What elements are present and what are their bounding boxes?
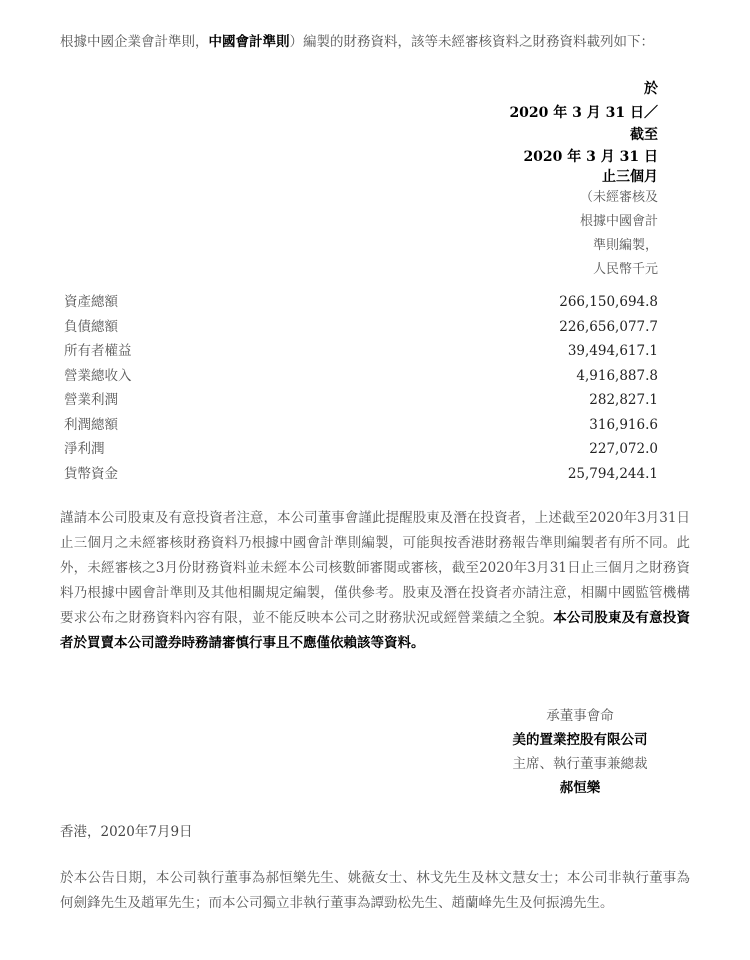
signatory-name: 郝恒樂 — [559, 780, 601, 796]
unit-line-2: 根據中國會計 — [579, 214, 658, 229]
row-label: 貨幣資金 — [64, 465, 118, 482]
unit-line-1: （未經審核及 — [579, 190, 658, 205]
row-label: 利潤總額 — [64, 416, 118, 433]
table-row — [64, 315, 658, 340]
intro-paragraph — [60, 30, 690, 55]
row-value: 4,916,887.8 — [576, 367, 658, 384]
row-label: 營業總收入 — [64, 367, 132, 384]
board-composition: 於本公告日期，本公司執行董事為郝恒樂先生、姚薇女士、林戈先生及林文慧女士；本公司非執行董事為何劍鋒先生及趙軍先生；而本公司獨立非執行董事為譚勁松先生、趙蘭峰先生及何振鴻先生。 — [60, 870, 690, 911]
row-label: 所有者權益 — [64, 343, 132, 359]
row-value: 227,072.0 — [589, 441, 658, 457]
table-row — [64, 437, 658, 462]
signature-order: 承董事會命 — [546, 708, 614, 724]
signatory-title: 主席、執行董事兼總裁 — [512, 756, 648, 772]
table-row — [64, 290, 658, 315]
table-row — [64, 388, 658, 413]
warning-paragraph — [60, 506, 690, 656]
intro-text-after: ）編製的財務資料，該等未經審核資料之財務資料載列如下： — [289, 34, 654, 50]
table-row — [64, 364, 658, 389]
header-line-2: 2020 年 3 月 31 日／ — [509, 105, 658, 121]
row-value: 266,150,694.8 — [559, 294, 658, 310]
intro-emphasis: 中國會計準則 — [208, 34, 290, 50]
intro-text-before: 根據中國企業會計準則， — [60, 34, 209, 50]
place-date: 香港，2020年7月9日 — [60, 824, 193, 840]
row-label: 負債總額 — [64, 318, 118, 335]
row-label: 資產總額 — [64, 294, 118, 310]
row-label: 營業利潤 — [64, 392, 118, 408]
financial-table — [64, 290, 658, 486]
company-name: 美的置業控股有限公司 — [512, 732, 648, 748]
header-line-1: 於 — [644, 81, 658, 97]
row-value: 316,916.6 — [589, 416, 658, 433]
header-line-4: 2020 年 3 月 31 日 — [523, 149, 658, 165]
table-row — [64, 339, 658, 364]
warning-bold-text: 本公司股東及有意投資者於買賣本公司證券時務請審慎行事且不應僅依賴該等資料。 — [60, 610, 691, 651]
unit-note — [580, 186, 658, 282]
header-line-3: 截至 — [630, 127, 658, 143]
row-label: 淨利潤 — [64, 441, 105, 457]
unit-line-4: 人民幣千元 — [592, 262, 658, 277]
row-value: 282,827.1 — [589, 392, 658, 408]
table-row — [64, 413, 658, 438]
unit-line-3: 準則編製， — [592, 238, 658, 253]
row-value: 25,794,244.1 — [567, 465, 658, 482]
warning-text: 謹請本公司股東及有意投資者注意，本公司董事會謹此提醒股東及潛在投資者，上述截至2020年3月31日止三個月之未經審核財務資料乃根據中國會計準則編製，可能與按香港財務報告準則編製者有所不同。此外，未經審核之3月份財務資料並未經本公司核數師審閱或審核，截至2020年3月31日止三個月之財務資料乃根據中國會計準則及其他相關規定編製，僅供參考。股東及潛在投資者亦請注意，相關中國監管機構要求公布之財務資料內容有限，並不能反映本公司之財務狀況或經營業績之全貌。 — [60, 510, 690, 626]
row-value: 226,656,077.7 — [559, 318, 658, 335]
row-value: 39,494,617.1 — [567, 343, 658, 359]
table-row — [64, 462, 658, 487]
header-line-5: 止三個月 — [602, 169, 658, 185]
